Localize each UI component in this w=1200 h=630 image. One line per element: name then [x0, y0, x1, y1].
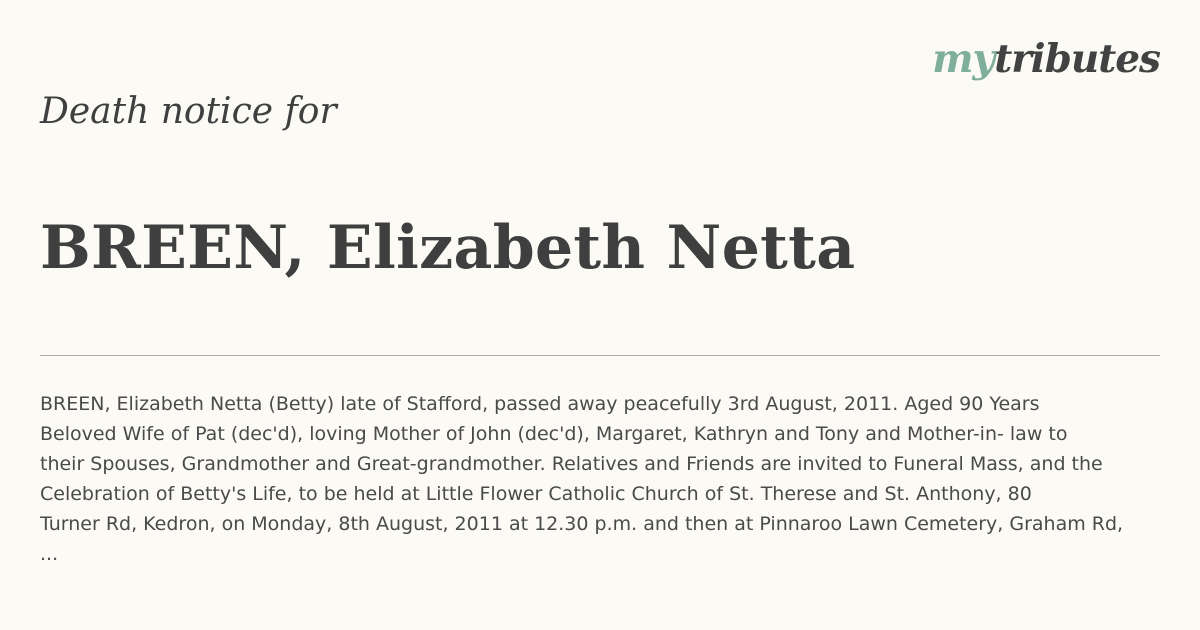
death-notice-label: Death notice for — [40, 91, 337, 132]
notice-line: Beloved Wife of Pat (dec'd), loving Mother of John (dec'd), Margaret, Kathryn and Tony and Mother-in- law to — [40, 423, 1068, 445]
logo-part-my: my — [932, 36, 995, 82]
notice-ellipsis: ... — [40, 543, 59, 565]
notice-line: BREEN, Elizabeth Netta (Betty) late of Stafford, passed away peacefully 3rd August, 2011. Aged 90 Years — [40, 393, 1040, 415]
logo-part-tributes: tributes — [994, 36, 1160, 82]
deceased-name-heading: BREEN, Elizabeth Netta — [40, 213, 856, 283]
notice-line: Turner Rd, Kedron, on Monday, 8th August, 2011 at 12.30 p.m. and then at Pinnaroo Lawn Cemetery, Graham Rd, — [40, 513, 1124, 535]
notice-line: their Spouses, Grandmother and Great-grandmother. Relatives and Friends are invited to Funeral Mass, and the — [40, 453, 1103, 475]
notice-body-text — [40, 389, 1160, 569]
mytributes-logo[interactable] — [932, 34, 1160, 84]
section-divider — [40, 355, 1160, 356]
notice-line: Celebration of Betty's Life, to be held at Little Flower Catholic Church of St. Therese and St. Anthony, 80 — [40, 483, 1032, 505]
